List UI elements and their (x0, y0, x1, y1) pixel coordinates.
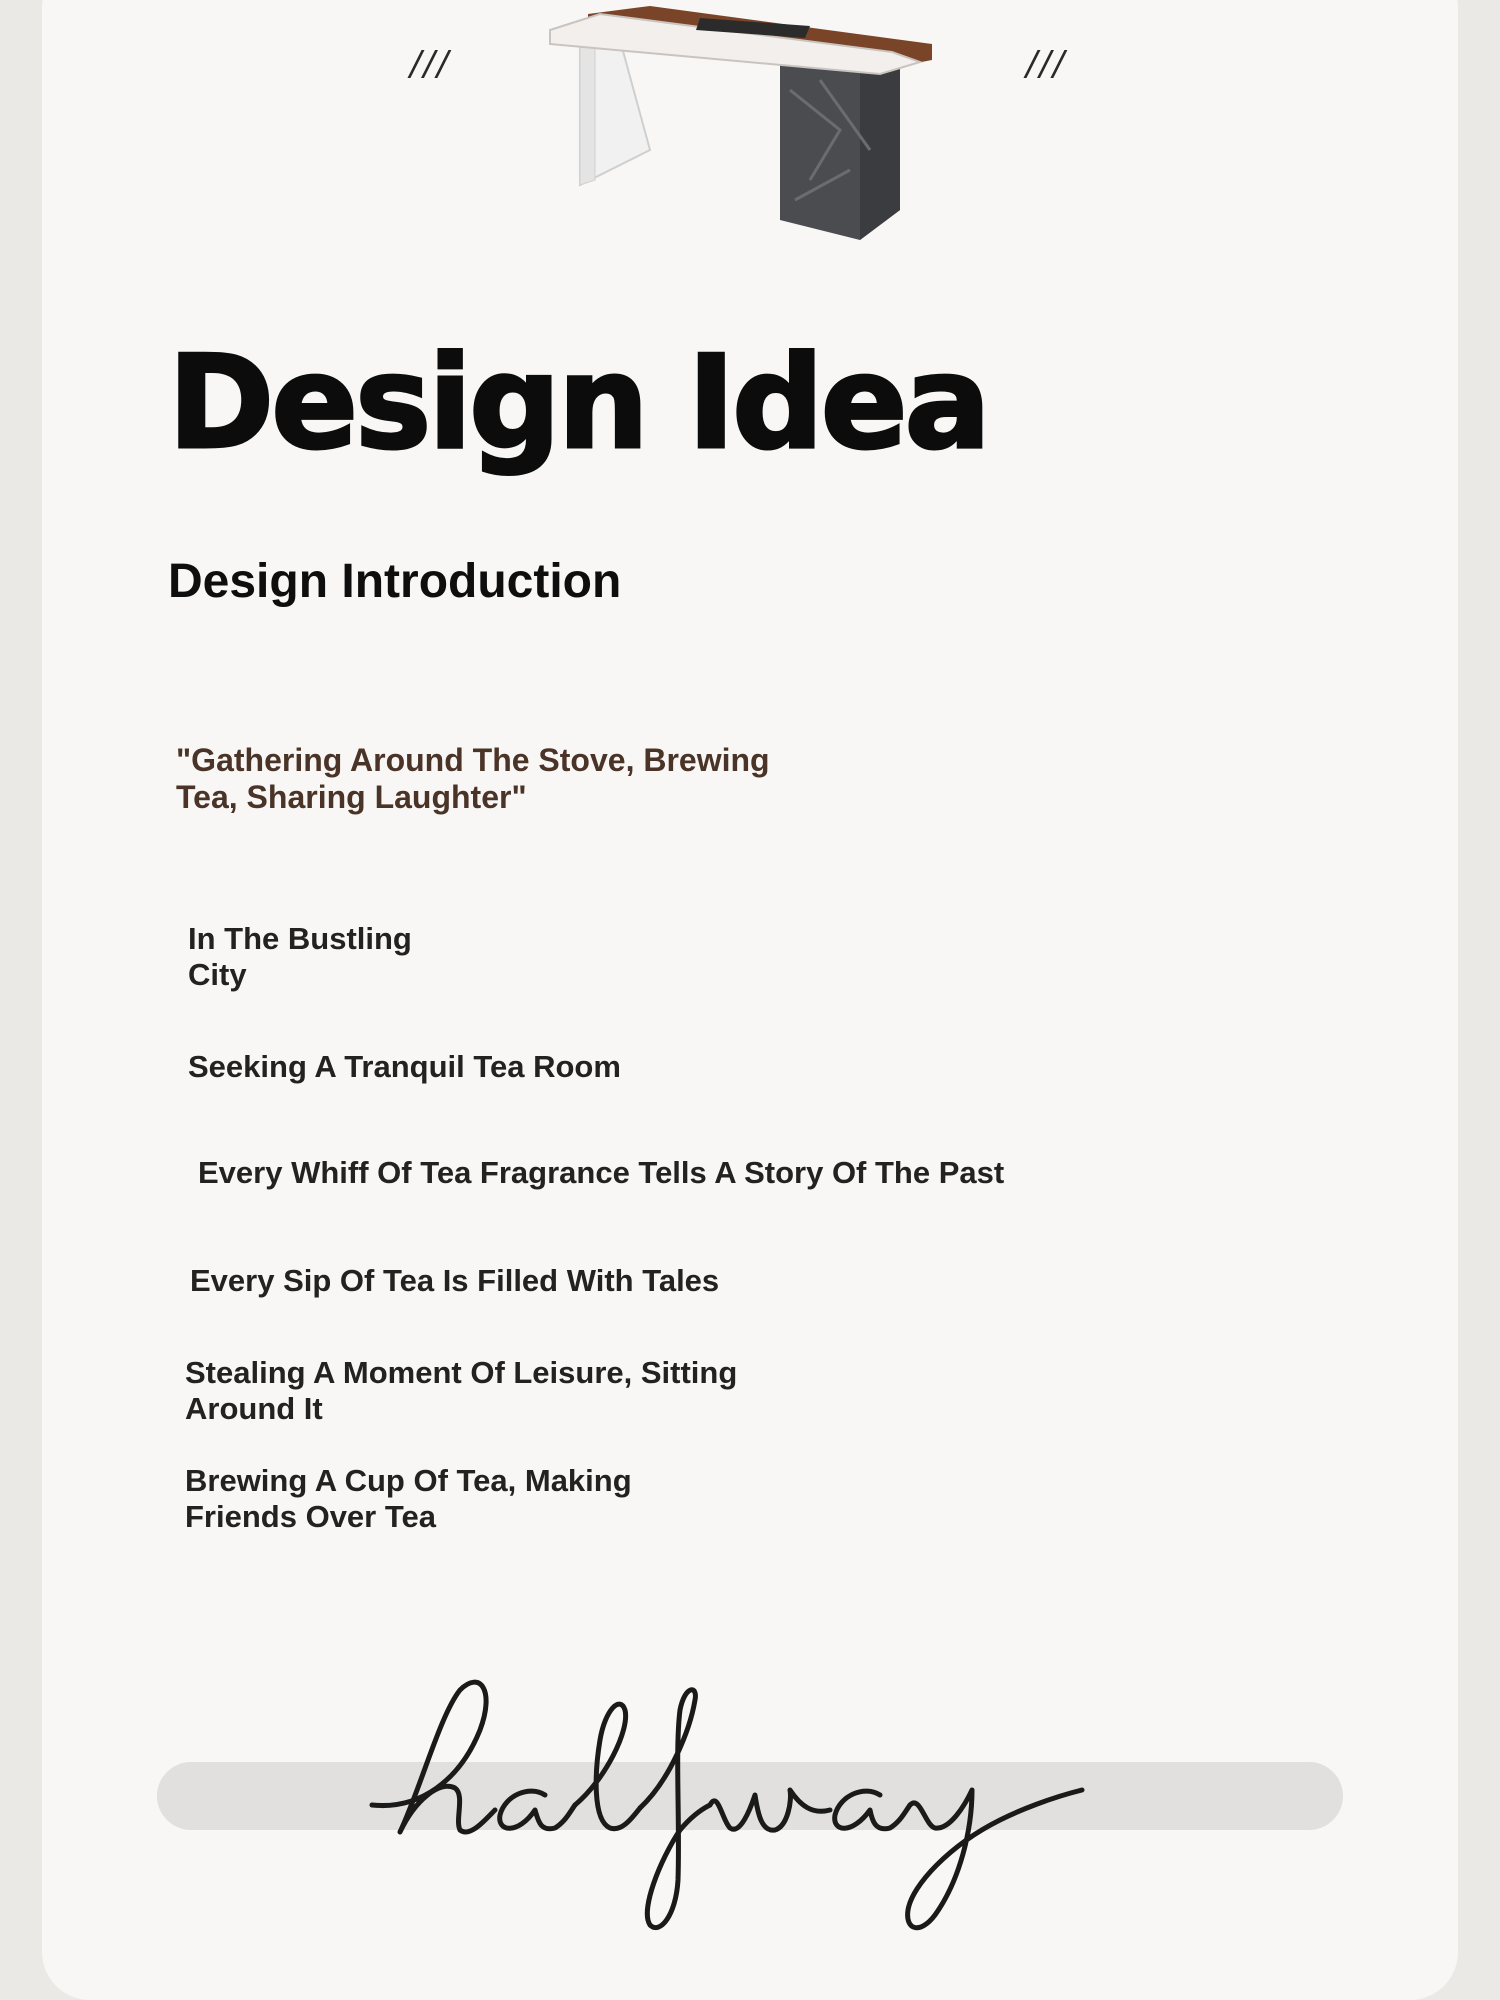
right-slash-decoration: /// (1026, 44, 1067, 84)
left-slash-decoration: /// (410, 44, 451, 84)
quote-text: "Gathering Around The Stove, Brewing Tea, Sharing Laughter" (176, 742, 770, 815)
line-bustling-city: In The Bustling City (188, 921, 412, 992)
page-title: Design Idea (168, 329, 988, 478)
line-tea-fragrance: Every Whiff Of Tea Fragrance Tells A Story Of The Past (198, 1155, 1005, 1190)
line-tranquil-tea-room: Seeking A Tranquil Tea Room (188, 1049, 621, 1084)
line-sip-of-tea: Every Sip Of Tea Is Filled With Tales (190, 1263, 720, 1298)
console-table-illustration (540, 0, 940, 250)
line-brewing-cup: Brewing A Cup Of Tea, Making Friends Over Tea (185, 1463, 632, 1534)
section-heading: Design Introduction (168, 555, 622, 608)
halfway-signature (360, 1670, 1100, 1940)
line-moment-of-leisure: Stealing A Moment Of Leisure, Sitting Around It (185, 1355, 738, 1426)
